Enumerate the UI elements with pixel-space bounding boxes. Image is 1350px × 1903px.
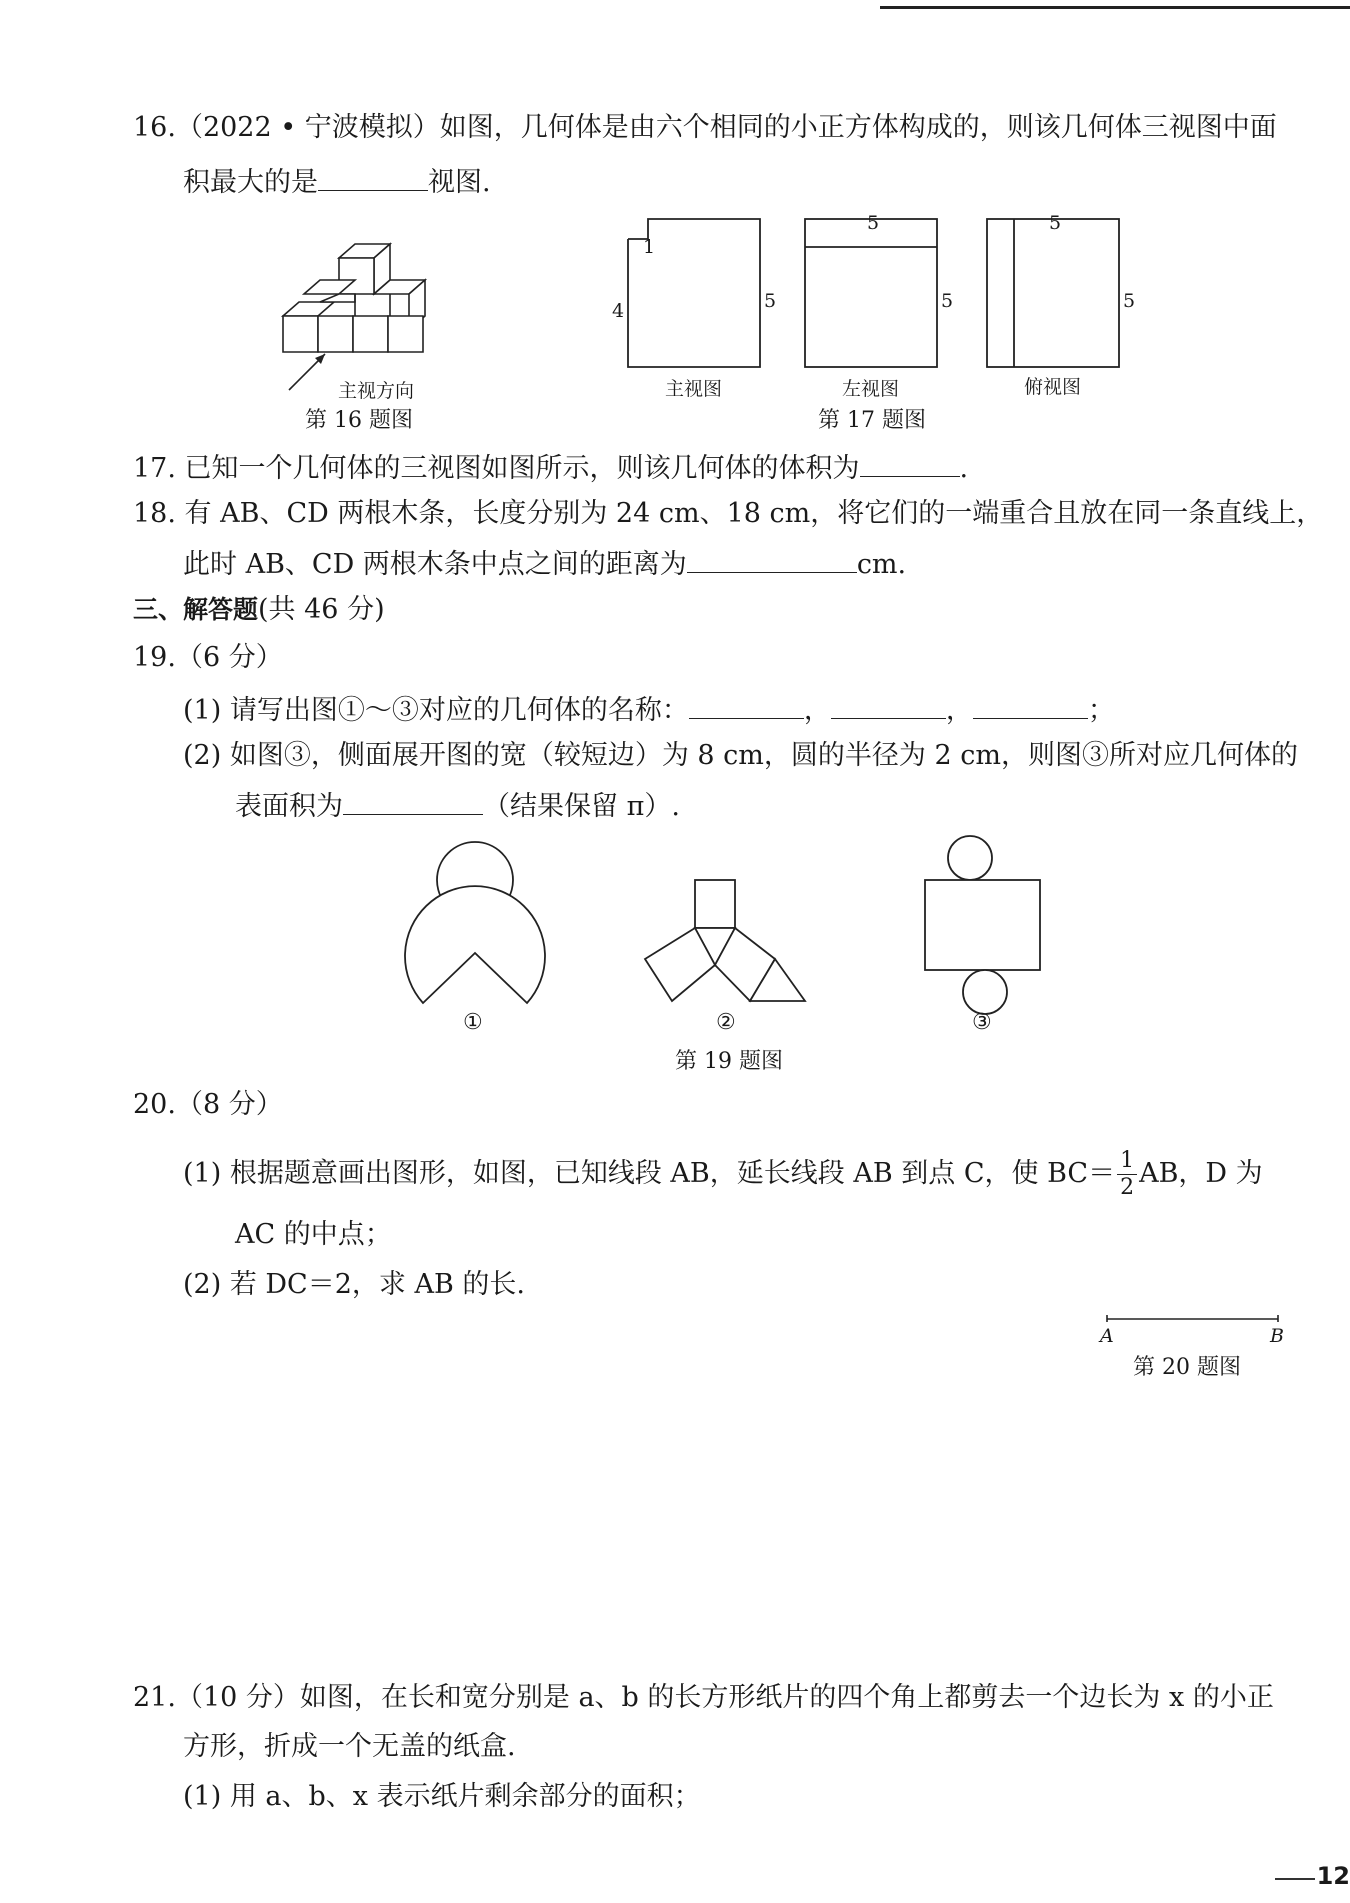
q19-p2-line2-post: （结果保留 π）.: [483, 791, 680, 822]
q20-p1: [183, 1148, 1263, 1201]
q17-dim-5-left-top: 5: [867, 212, 880, 234]
q17-front-label: 主视图: [665, 378, 723, 400]
q17-dim-4: 4: [612, 300, 625, 322]
q19-p2-line1: (2) 如图③，侧面展开图的宽（较短边）为 8 cm，圆的半径为 2 cm，则图③所对应几何体的: [183, 740, 1298, 771]
q17-top-label: 俯视图: [1024, 376, 1082, 398]
section3-score: (共 46 分): [258, 594, 385, 625]
q16-line2-pre: 积最大的是: [183, 167, 318, 198]
left-view-shape: [805, 219, 937, 367]
q17-dim-5-left-side: 5: [941, 290, 954, 312]
q20-point-a: A: [1100, 1325, 1114, 1347]
q19-p1-end: ；: [1087, 695, 1115, 726]
q18-answer-blank[interactable]: [687, 542, 857, 573]
q16-line2: [183, 160, 491, 203]
q17-fig-caption: 第 17 题图: [818, 408, 926, 433]
q19-answer-blank-4[interactable]: [343, 784, 483, 815]
q18-line2-post: cm.: [856, 549, 907, 580]
q20-p1-post: AB，D 为: [1139, 1158, 1263, 1189]
q17-three-views: [610, 215, 1140, 375]
q19-p2-line2: [235, 784, 680, 827]
q16-direction-label: 主视方向: [338, 380, 415, 402]
page-number-dash: [1275, 1878, 1315, 1880]
q16-line1: 16.（2022 • 宁波模拟）如图，几何体是由六个相同的小正方体构成的，则该几何体三视图中面: [133, 112, 1277, 143]
q19-fig-caption: 第 19 题图: [675, 1049, 783, 1074]
section3-title: 三、解答题: [133, 595, 259, 624]
top-view-shape: [987, 219, 1119, 367]
q20-frac-num: 1: [1117, 1148, 1137, 1175]
q19-p1-pre: (1) 请写出图①～③对应的几何体的名称：: [183, 695, 689, 726]
q17-dim-5-top-side: 5: [1123, 290, 1136, 312]
q16-answer-blank[interactable]: [318, 160, 428, 191]
q20-p1-pre: (1) 根据题意画出图形，如图，已知线段 AB，延长线段 AB 到点 C，使 BC＝: [183, 1158, 1116, 1189]
q19-sep2: ，: [945, 695, 973, 726]
cylinder-top-circle: [948, 836, 992, 880]
q18-line2: [183, 542, 906, 585]
q20-p1-line2: AC 的中点；: [235, 1219, 392, 1250]
section3-heading: [133, 590, 385, 630]
q21-line1: 21.（10 分）如图，在长和宽分别是 a、b 的长方形纸片的四个角上都剪去一个边长为 x 的小正: [133, 1682, 1274, 1713]
q17-end: .: [959, 453, 969, 484]
q19-answer-blank-1[interactable]: [689, 688, 804, 719]
q20-frac-den: 2: [1120, 1175, 1135, 1200]
q20-fig-caption: 第 20 题图: [1133, 1355, 1241, 1380]
q17-dim-5-top-top: 5: [1049, 212, 1062, 234]
q19-answer-blank-2[interactable]: [831, 688, 946, 719]
q16-line2-post: 视图.: [428, 167, 491, 198]
prism-top-rect: [695, 880, 735, 928]
q20-point-b: B: [1270, 1325, 1284, 1347]
q20-segment-figure: [1105, 1312, 1280, 1326]
q18-line1: 18. 有 AB、CD 两根木条，长度分别为 24 cm、18 cm，将它们的一端重合且放在同一条直线上，: [133, 498, 1324, 529]
q19-p2-line2-pre: 表面积为: [235, 791, 343, 822]
q19-sep1: ，: [803, 695, 831, 726]
page-number: 12: [1316, 1862, 1350, 1890]
q19-head: 19.（6 分）: [133, 642, 283, 673]
top-rule: [880, 6, 1350, 9]
q19-label-3: ③: [972, 1010, 992, 1035]
q19-label-1: ①: [463, 1010, 483, 1035]
q17-text: 17. 已知一个几何体的三视图如图所示，则该几何体的体积为: [133, 453, 860, 484]
cylinder-bottom-circle: [963, 970, 1007, 1014]
q19-label-2: ②: [716, 1010, 736, 1035]
q20-head: 20.（8 分）: [133, 1089, 283, 1120]
q21-line2: 方形，折成一个无盖的纸盒.: [183, 1731, 516, 1762]
q19-p1: [183, 688, 1115, 731]
q20-fraction: [1117, 1148, 1137, 1201]
q21-p1: (1) 用 a、b、x 表示纸片剩余部分的面积；: [183, 1781, 701, 1812]
q16-fig-caption: 第 16 题图: [305, 408, 413, 433]
q17-dim-5-front: 5: [764, 290, 777, 312]
q20-p2: (2) 若 DC＝2，求 AB 的长.: [183, 1269, 525, 1300]
q17-left-label: 左视图: [842, 378, 900, 400]
q17-dim-1: 1: [643, 236, 656, 258]
cone-sector: [405, 886, 545, 1003]
q18-line2-pre: 此时 AB、CD 两根木条中点之间的距离为: [183, 549, 687, 580]
q17-answer-blank[interactable]: [860, 446, 960, 477]
q17-line: [133, 446, 968, 489]
q19-figures: [400, 835, 1080, 1015]
cylinder-lateral-rect: [925, 880, 1040, 970]
q19-answer-blank-3[interactable]: [973, 688, 1088, 719]
